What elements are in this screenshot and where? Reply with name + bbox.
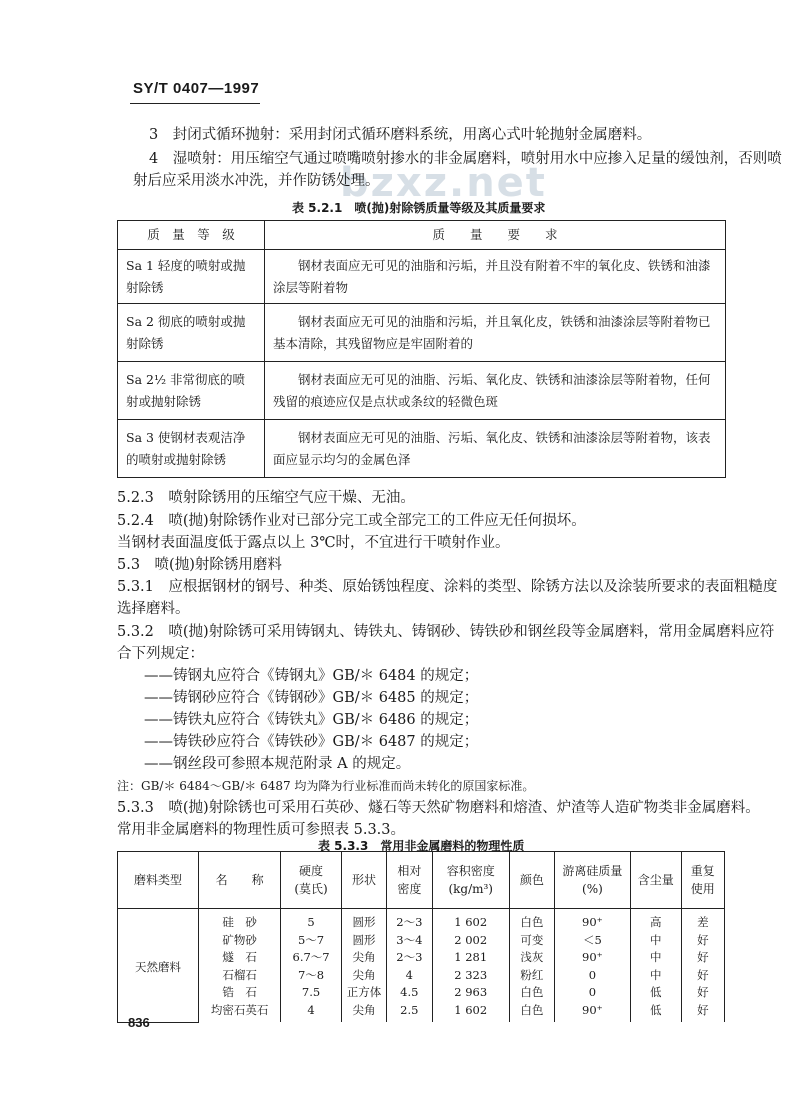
category-cell: 天然磨料 bbox=[118, 909, 199, 1023]
table-cell: 圆形 bbox=[341, 932, 386, 950]
table-cell: 4 bbox=[387, 967, 433, 985]
item-4-paragraph: 4 湿喷射：用压缩空气通过喷嘴喷射掺水的非金属磨料，喷射用水中应掺入足量的缓蚀剂，否则喷 bbox=[149, 151, 782, 167]
abrasive-properties-table bbox=[117, 851, 725, 1023]
requirement-cell: 钢材表面应无可见的油脂、污垢、氧化皮、铁锈和油漆涂层等附着物，该表面应显示均匀的金属色泽 bbox=[265, 420, 726, 478]
table-cell: 低 bbox=[630, 984, 681, 1002]
header-divider bbox=[130, 103, 260, 104]
table-cell: 浅灰 bbox=[509, 949, 554, 967]
table-row bbox=[118, 932, 725, 950]
clause-5-3-2-continuation: 合下列规定： bbox=[117, 646, 204, 662]
table-cell: 2～3 bbox=[387, 909, 433, 932]
table-cell: 3～4 bbox=[387, 932, 433, 950]
table-cell: 差 bbox=[681, 909, 724, 932]
quality-grade-table bbox=[117, 220, 726, 478]
grade-cell: Sa 3 使钢材表观洁净的喷射或抛射除锈 bbox=[118, 420, 265, 478]
list-item: ——铸铁丸应符合《铸铁丸》GB/＊ 6486 的规定； bbox=[144, 712, 479, 728]
list-item: ——铸钢砂应符合《铸钢砂》GB/＊ 6485 的规定； bbox=[144, 690, 479, 706]
table-header-row bbox=[118, 221, 726, 250]
table-cell: 好 bbox=[681, 1002, 724, 1023]
standard-code: SY/T 0407—1997 bbox=[133, 80, 260, 97]
table-cell: 低 bbox=[630, 1002, 681, 1023]
table-cell: 高 bbox=[630, 909, 681, 932]
table-cell: 1 602 bbox=[432, 1002, 509, 1023]
table-cell: 7.5 bbox=[281, 984, 342, 1002]
table-cell: 4 bbox=[281, 1002, 342, 1023]
page-number: 836 bbox=[128, 1015, 150, 1030]
watermark: bzxz.net bbox=[340, 160, 547, 206]
note: 注：GB/＊ 6484～GB/＊ 6487 均为降为行业标准而尚未转化的原国家标准。 bbox=[117, 779, 535, 793]
table-cell: 好 bbox=[681, 967, 724, 985]
table-cell: 均密石英石 bbox=[198, 1002, 280, 1023]
table-cell: 中 bbox=[630, 949, 681, 967]
table-cell: 石榴石 bbox=[198, 967, 280, 985]
header-abrasive-type: 磨料类型 bbox=[118, 852, 199, 909]
header-reuse: 重复 使用 bbox=[681, 852, 724, 909]
table-5-2-1-caption: 表 5.2.1 喷(抛)射除锈质量等级及其质量要求 bbox=[292, 201, 546, 215]
header-free-silica: 游离硅质量 (%) bbox=[555, 852, 631, 909]
header-grade: 质 量 等 级 bbox=[118, 221, 265, 250]
header-hardness: 硬度 (莫氏) bbox=[281, 852, 342, 909]
list-item: ——铸钢丸应符合《铸钢丸》GB/＊ 6484 的规定； bbox=[144, 668, 479, 684]
table-cell: 2 963 bbox=[432, 984, 509, 1002]
table-cell: 中 bbox=[630, 967, 681, 985]
clause-5-3-1: 5.3.1 应根据钢材的钢号、种类、原始锈蚀程度、涂料的类型、除锈方法以及涂装所要求的表面粗糙度 bbox=[117, 579, 778, 595]
table-cell: 好 bbox=[681, 949, 724, 967]
table-cell: 5 bbox=[281, 909, 342, 932]
table-row bbox=[118, 909, 725, 932]
table-row bbox=[118, 967, 725, 985]
table-cell: 白色 bbox=[509, 909, 554, 932]
clause-5-2-3: 5.2.3 喷射除锈用的压缩空气应干燥、无油。 bbox=[117, 490, 415, 506]
requirement-cell: 钢材表面应无可见的油脂、污垢、氧化皮、铁锈和油漆涂层等附着物，任何残留的痕迹应仅是点状或条纹的轻微色斑 bbox=[265, 362, 726, 420]
header-color: 颜色 bbox=[509, 852, 554, 909]
table-cell: 6.7～7 bbox=[281, 949, 342, 967]
section-5-3-heading: 5.3 喷(抛)射除锈用磨料 bbox=[117, 557, 282, 573]
list-item: ——铸铁砂应符合《铸铁砂》GB/＊ 6487 的规定； bbox=[144, 734, 479, 750]
clause-5-3-3: 5.3.3 喷(抛)射除锈也可采用石英砂、燧石等天然矿物磨料和熔渣、炉渣等人造矿物类非金属磨料。 bbox=[117, 800, 760, 816]
table-cell: 2 323 bbox=[432, 967, 509, 985]
item-4-continuation: 射后应采用淡水冲洗，并作防锈处理。 bbox=[133, 173, 380, 189]
item-3-paragraph: 3 封闭式循环抛射：采用封闭式循环磨料系统，用离心式叶轮抛射金属磨料。 bbox=[149, 127, 652, 143]
table-cell: 燧 石 bbox=[198, 949, 280, 967]
clause-5-3-2: 5.3.2 喷(抛)射除锈可采用铸钢丸、铸铁丸、铸钢砂、铸铁砂和钢丝段等金属磨料，常用金属磨料应符 bbox=[117, 624, 775, 640]
table-5-3-3-caption: 表 5.3.3 常用非金属磨料的物理性质 bbox=[318, 839, 525, 853]
table-cell: 尖角 bbox=[341, 949, 386, 967]
table-cell: 好 bbox=[681, 984, 724, 1002]
table-cell: 尖角 bbox=[341, 967, 386, 985]
clause-5-3-1-continuation: 选择磨料。 bbox=[117, 601, 190, 617]
table-row bbox=[118, 1002, 725, 1023]
table-row bbox=[118, 362, 726, 420]
table-cell: 7～8 bbox=[281, 967, 342, 985]
table-cell: 正方体 bbox=[341, 984, 386, 1002]
table-cell: 圆形 bbox=[341, 909, 386, 932]
table-cell: 90⁺ bbox=[555, 949, 631, 967]
list-item: ——钢丝段可参照本规范附录 A 的规定。 bbox=[144, 756, 411, 772]
table-cell: 1 602 bbox=[432, 909, 509, 932]
table-cell: 好 bbox=[681, 932, 724, 950]
table-cell: 2.5 bbox=[387, 1002, 433, 1023]
grade-cell: Sa 1 轻度的喷射或抛射除锈 bbox=[118, 250, 265, 304]
table-cell: ＜5 bbox=[555, 932, 631, 950]
table-row bbox=[118, 949, 725, 967]
grade-cell: Sa 2 彻底的喷射或抛射除锈 bbox=[118, 304, 265, 362]
table-cell: 4.5 bbox=[387, 984, 433, 1002]
header-dust-content: 含尘量 bbox=[630, 852, 681, 909]
table-cell: 白色 bbox=[509, 1002, 554, 1023]
header-bulk-density: 容积密度 (kg/m³) bbox=[432, 852, 509, 909]
table-cell: 锆 石 bbox=[198, 984, 280, 1002]
table-cell: 1 281 bbox=[432, 949, 509, 967]
dew-point-sentence: 当钢材表面温度低于露点以上 3℃时，不宜进行干喷射作业。 bbox=[117, 535, 510, 551]
table-cell: 2 002 bbox=[432, 932, 509, 950]
requirement-cell: 钢材表面应无可见的油脂和污垢，并且没有附着不牢的氧化皮、铁锈和油漆涂层等附着物 bbox=[265, 250, 726, 304]
requirement-cell: 钢材表面应无可见的油脂和污垢，并且氧化皮，铁锈和油漆涂层等附着物已基本清除，其残留物应是牢固附着的 bbox=[265, 304, 726, 362]
header-name: 名 称 bbox=[198, 852, 280, 909]
table-cell: 白色 bbox=[509, 984, 554, 1002]
table-cell: 可变 bbox=[509, 932, 554, 950]
table-cell: 90⁺ bbox=[555, 1002, 631, 1023]
table-cell: 粉红 bbox=[509, 967, 554, 985]
clause-5-3-3-continuation: 常用非金属磨料的物理性质可参照表 5.3.3。 bbox=[117, 822, 406, 838]
clause-5-2-4: 5.2.4 喷(抛)射除锈作业对已部分完工或全部完工的工件应无任何损坏。 bbox=[117, 513, 586, 529]
table-row bbox=[118, 304, 726, 362]
table-row bbox=[118, 420, 726, 478]
table-cell: 尖角 bbox=[341, 1002, 386, 1023]
table-header-row bbox=[118, 852, 725, 909]
table-cell: 0 bbox=[555, 967, 631, 985]
table-cell: 硅 砂 bbox=[198, 909, 280, 932]
table-cell: 2～3 bbox=[387, 949, 433, 967]
header-requirement: 质 量 要 求 bbox=[265, 221, 726, 250]
grade-cell: Sa 2½ 非常彻底的喷射或抛射除锈 bbox=[118, 362, 265, 420]
table-cell: 90⁺ bbox=[555, 909, 631, 932]
table-cell: 中 bbox=[630, 932, 681, 950]
table-row bbox=[118, 984, 725, 1002]
table-cell: 矿物砂 bbox=[198, 932, 280, 950]
header-relative-density: 相对 密度 bbox=[387, 852, 433, 909]
table-row bbox=[118, 250, 726, 304]
table-cell: 5～7 bbox=[281, 932, 342, 950]
header-shape: 形状 bbox=[341, 852, 386, 909]
table-cell: 0 bbox=[555, 984, 631, 1002]
